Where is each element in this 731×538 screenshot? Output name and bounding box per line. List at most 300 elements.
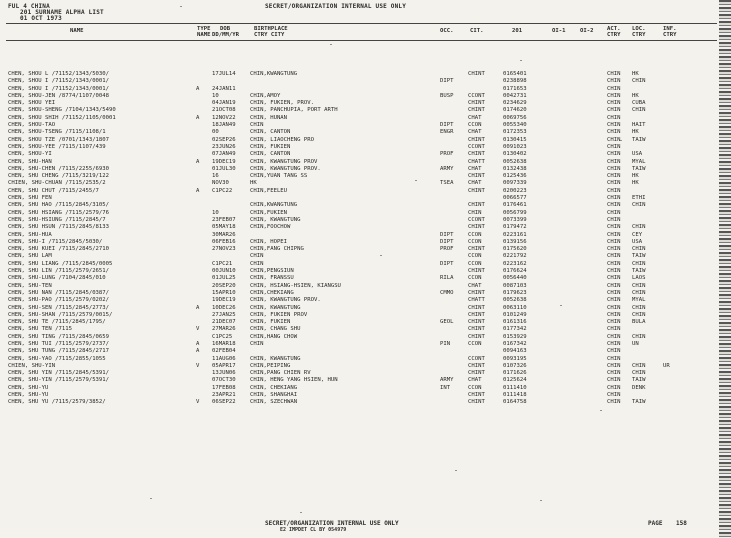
record-birthplace: HK bbox=[250, 180, 257, 187]
record-occupation: CMMO bbox=[440, 289, 454, 296]
record-citizenship: CHINT bbox=[468, 136, 485, 143]
record-citizenship: CCON bbox=[468, 238, 482, 245]
record-info-country: UR bbox=[663, 362, 670, 369]
record-201-number: 0052638 bbox=[503, 297, 527, 304]
record-birthplace: CHIN, FUKIEN PROV bbox=[250, 311, 308, 318]
record-location-country: UN bbox=[632, 340, 639, 347]
table-row bbox=[0, 115, 731, 122]
header-rule-top bbox=[6, 23, 717, 24]
table-row bbox=[0, 129, 731, 136]
table-row bbox=[0, 210, 731, 217]
classification-footer: SECRET/ORGANIZATION INTERNAL USE ONLY bbox=[265, 520, 399, 527]
col-dob-header-2: DD/MM/YR bbox=[212, 32, 239, 38]
record-citizenship: CCONT bbox=[468, 92, 485, 99]
record-citizenship: CHINT bbox=[468, 224, 485, 231]
header-rule-bottom bbox=[6, 40, 717, 41]
record-201-number: 0052638 bbox=[503, 158, 527, 165]
table-row bbox=[0, 224, 731, 231]
page-number: 158 bbox=[676, 520, 687, 527]
record-name: CHEN, SHU-YIN /7115/2579/5391/ bbox=[8, 377, 110, 384]
record-201-number: 0174620 bbox=[503, 107, 527, 114]
record-activity-country: CHIN bbox=[607, 399, 621, 406]
table-row bbox=[0, 78, 731, 85]
record-birthplace: CHIN, CANTON bbox=[250, 129, 291, 136]
table-row bbox=[0, 93, 731, 100]
record-birthplace: CHIN, HSIANG-HSIEN, KIANGSU bbox=[250, 282, 341, 289]
scan-speck bbox=[520, 60, 522, 61]
record-201-number: 0177342 bbox=[503, 326, 527, 333]
record-occupation: BUSP bbox=[440, 92, 454, 99]
record-201-number: 0111418 bbox=[503, 392, 527, 399]
record-birthplace: CHIN, KWANGTUNG PROV bbox=[250, 158, 318, 165]
record-location-country: DENK bbox=[632, 384, 646, 391]
record-birthplace: CHIN, SZECHWAN bbox=[250, 399, 298, 406]
record-citizenship: CCON bbox=[468, 260, 482, 267]
scan-speck bbox=[300, 512, 302, 513]
record-name: CHEN, SHOU I /71152/1343/0001/ bbox=[8, 85, 110, 92]
table-row bbox=[0, 399, 731, 406]
record-birthplace: CHIN bbox=[250, 253, 264, 260]
record-activity-country: CHIN bbox=[607, 143, 621, 150]
report-header-line2: 201 SURNAME ALPHA LIST bbox=[20, 9, 104, 16]
record-dob: C1PC25 bbox=[212, 333, 233, 340]
table-row bbox=[0, 253, 731, 260]
table-row bbox=[0, 290, 731, 297]
col-name-header: NAME bbox=[70, 28, 84, 34]
scan-speck bbox=[150, 498, 152, 499]
col-birthplace-header: BIRTHPLACE bbox=[254, 26, 288, 32]
record-dob: 10DEC26 bbox=[212, 304, 236, 311]
record-birthplace: CHIN, CHANG SHU bbox=[250, 326, 301, 333]
record-name: CHIEN, SHU-CHUAN /7115/2535/2 bbox=[8, 180, 106, 187]
col-birthplace-header-2: CTRY CITY bbox=[254, 32, 285, 38]
record-birthplace: CHIN, SHANGHAI bbox=[250, 392, 298, 399]
record-birthplace: CHIN, HUNAN bbox=[250, 114, 288, 121]
record-activity-country: CHIN bbox=[607, 129, 621, 136]
record-activity-country: CHIN bbox=[607, 282, 621, 289]
record-citizenship: CHINT bbox=[468, 311, 485, 318]
record-type: A bbox=[196, 187, 200, 194]
scan-speck bbox=[330, 44, 332, 45]
record-citizenship: CHAT bbox=[468, 114, 482, 121]
record-birthplace: CHIN, LIAOCHENG PRO bbox=[250, 136, 314, 143]
record-activity-country: CHIN bbox=[607, 114, 621, 121]
table-row bbox=[0, 173, 731, 180]
record-201-number: 0111410 bbox=[503, 384, 527, 391]
record-activity-country: CHIN bbox=[607, 209, 621, 216]
table-row bbox=[0, 275, 731, 282]
record-activity-country: CHIN bbox=[607, 216, 621, 223]
record-citizenship: CCON bbox=[468, 231, 482, 238]
record-201-number: 0153929 bbox=[503, 333, 527, 340]
table-row bbox=[0, 297, 731, 304]
record-name: CHEN, SHU HAO /7115/2845/3105/ bbox=[8, 202, 110, 209]
record-location-country: CHIN bbox=[632, 333, 646, 340]
record-name: CHEN, SHOU I /71152/1343/0001/ bbox=[8, 78, 110, 85]
table-row bbox=[0, 217, 731, 224]
record-citizenship: CHINT bbox=[468, 304, 485, 311]
record-201-number: 0093195 bbox=[503, 355, 527, 362]
record-activity-country: CHIN bbox=[607, 370, 621, 377]
record-dob: C1PC21 bbox=[212, 260, 233, 267]
record-dob: 16MAR18 bbox=[212, 340, 236, 347]
record-location-country: CHIN bbox=[632, 282, 646, 289]
record-occupation: DIPT bbox=[440, 231, 454, 238]
record-dob: 27JAN25 bbox=[212, 311, 236, 318]
record-birthplace: CHIN, HENG YANG HSIEN, HUN bbox=[250, 377, 338, 384]
record-201-number: 0101249 bbox=[503, 311, 527, 318]
record-location-country: TAIW bbox=[632, 253, 646, 260]
scan-speck bbox=[415, 180, 417, 181]
record-dob: 23FEB07 bbox=[212, 216, 236, 223]
record-name: CHEN, SHOU-TSENG /7115/1108/1 bbox=[8, 129, 106, 136]
record-occupation: DIPT bbox=[440, 122, 454, 129]
record-dob: NOV30 bbox=[212, 180, 229, 187]
record-occupation: TSEA bbox=[440, 180, 454, 187]
table-row bbox=[0, 283, 731, 290]
record-201-number: 0091023 bbox=[503, 143, 527, 150]
record-location-country: HK bbox=[632, 129, 639, 136]
record-citizenship: CHIN bbox=[468, 209, 482, 216]
record-location-country: CEY bbox=[632, 231, 643, 238]
record-dob: 06FEB16 bbox=[212, 238, 236, 245]
record-citizenship: CCON bbox=[468, 253, 482, 260]
table-row bbox=[0, 392, 731, 399]
record-name: CHIEN, SHU-YIN bbox=[8, 362, 56, 369]
record-location-country: CHIN bbox=[632, 224, 646, 231]
record-citizenship: CHATT bbox=[468, 158, 485, 165]
record-dob: 01JUL25 bbox=[212, 275, 236, 282]
record-list bbox=[0, 71, 731, 407]
record-citizenship: CCON bbox=[468, 122, 482, 129]
col-loc-header-2: CTRY bbox=[632, 32, 646, 38]
record-dob: 10 bbox=[212, 209, 219, 216]
record-dob: 18JAN49 bbox=[212, 122, 236, 129]
record-location-country: ETHI bbox=[632, 195, 646, 202]
record-birthplace: CHIN, FRANSSU bbox=[250, 275, 294, 282]
record-name: CHEN, SHU-HAN bbox=[8, 158, 52, 165]
record-activity-country: CHIN bbox=[607, 165, 621, 172]
record-location-country: CHIN bbox=[632, 289, 646, 296]
record-citizenship: CHINT bbox=[468, 326, 485, 333]
record-type: A bbox=[196, 340, 200, 347]
record-name: CHEN, SHU-SHAN /7115/2579/0015/ bbox=[8, 311, 113, 318]
record-dob: 00JUN10 bbox=[212, 268, 236, 275]
scan-speck bbox=[560, 305, 562, 306]
record-201-number: 0130402 bbox=[503, 151, 527, 158]
record-activity-country: CHIN bbox=[607, 340, 621, 347]
record-citizenship: CHINT bbox=[468, 370, 485, 377]
table-row bbox=[0, 122, 731, 129]
record-activity-country: CHIN bbox=[607, 253, 621, 260]
table-row bbox=[0, 268, 731, 275]
record-location-country: USA bbox=[632, 238, 643, 245]
table-row bbox=[0, 363, 731, 370]
record-name: CHEN, SHU TE /7115/2845/1795/ bbox=[8, 319, 106, 326]
record-201-number: 0132438 bbox=[503, 165, 527, 172]
record-occupation: ARMY bbox=[440, 165, 454, 172]
table-row bbox=[0, 202, 731, 209]
record-citizenship: CHINT bbox=[468, 399, 485, 406]
record-citizenship: CHINT bbox=[468, 71, 485, 77]
table-row bbox=[0, 319, 731, 326]
record-dob: 30MAR26 bbox=[212, 231, 236, 238]
record-type: A bbox=[196, 348, 200, 355]
record-location-country: CHIN bbox=[632, 246, 646, 253]
record-birthplace: CHIN,CHEKIANG bbox=[250, 289, 294, 296]
col-type-header-2: NAME bbox=[197, 32, 211, 38]
record-activity-country: CHIN bbox=[607, 362, 621, 369]
table-row bbox=[0, 107, 731, 114]
record-activity-country: CHIN bbox=[607, 377, 621, 384]
record-201-number: 0042731 bbox=[503, 92, 527, 99]
table-row bbox=[0, 239, 731, 246]
record-201-number: 0200223 bbox=[503, 187, 527, 194]
record-dob: 16 bbox=[212, 173, 219, 180]
col-oi2-header: OI-2 bbox=[580, 28, 594, 34]
record-201-number: 0164758 bbox=[503, 399, 527, 406]
record-name: CHEN, SHU-YAO /7115/2855/1055 bbox=[8, 355, 106, 362]
record-activity-country: CHIN bbox=[607, 92, 621, 99]
record-citizenship: CHINT bbox=[468, 151, 485, 158]
record-activity-country: CHIN bbox=[607, 195, 621, 202]
record-type: A bbox=[196, 85, 200, 92]
record-dob: 17JUL14 bbox=[212, 71, 236, 77]
table-row bbox=[0, 151, 731, 158]
record-citizenship: CHINT bbox=[468, 173, 485, 180]
record-name: CHEN, SHU TEN /7115 bbox=[8, 326, 72, 333]
record-occupation: DIPT bbox=[440, 78, 454, 85]
record-birthplace: CHIN, KWANGTUNG bbox=[250, 304, 301, 311]
record-birthplace: CHIN,FANG CHIPNG bbox=[250, 246, 304, 253]
record-type: A bbox=[196, 114, 200, 121]
record-201-number: 0073399 bbox=[503, 216, 527, 223]
record-location-country: MYAL bbox=[632, 158, 646, 165]
record-activity-country: CHIN bbox=[607, 107, 621, 114]
record-activity-country: CHIN bbox=[607, 246, 621, 253]
record-birthplace: CHIN,PENGSIUN bbox=[250, 268, 294, 275]
record-location-country: TAIW bbox=[632, 165, 646, 172]
record-location-country: CUBA bbox=[632, 100, 646, 107]
record-occupation: DIPT bbox=[440, 238, 454, 245]
record-occupation: ENGR bbox=[440, 129, 454, 136]
record-name: CHEN, SHOU L /71152/1343/5030/ bbox=[8, 71, 110, 77]
record-citizenship: CHINT bbox=[468, 202, 485, 209]
table-row bbox=[0, 261, 731, 268]
record-201-number: 0161316 bbox=[503, 319, 527, 326]
record-citizenship: CCON bbox=[468, 275, 482, 282]
col-act-header: ACT. bbox=[607, 26, 621, 32]
record-type: A bbox=[196, 304, 200, 311]
record-location-country: CHIN bbox=[632, 362, 646, 369]
record-birthplace: CHIN, CHEKIANG bbox=[250, 384, 298, 391]
record-activity-country: CHIN bbox=[607, 311, 621, 318]
record-citizenship: CHINT bbox=[468, 100, 485, 107]
record-location-country: USA bbox=[632, 151, 643, 158]
record-location-country: CHIN bbox=[632, 304, 646, 311]
col-201-header: 201 bbox=[512, 28, 523, 34]
record-birthplace: CHIN,HANG CHOW bbox=[250, 333, 298, 340]
table-row bbox=[0, 71, 731, 78]
table-row bbox=[0, 246, 731, 253]
record-activity-country: CHIN bbox=[607, 151, 621, 158]
table-row bbox=[0, 385, 731, 392]
report-header-date: 01 OCT 1973 bbox=[20, 15, 62, 22]
record-birthplace: CHIN,FOOCHOW bbox=[250, 224, 291, 231]
record-name: CHEN, SHOU YEI bbox=[8, 100, 56, 107]
scan-speck bbox=[455, 470, 457, 471]
record-activity-country: CHIN bbox=[607, 158, 621, 165]
record-citizenship: CHAT bbox=[468, 377, 482, 384]
record-201-number: 0066577 bbox=[503, 195, 527, 202]
table-row bbox=[0, 86, 731, 93]
record-activity-country: CHIN bbox=[607, 238, 621, 245]
record-201-number: 0165401 bbox=[503, 71, 527, 77]
record-name: CHEN, SHU-PAO /7115/2579/0202/ bbox=[8, 297, 110, 304]
record-activity-country: CHIN bbox=[607, 319, 621, 326]
record-activity-country: CHIN bbox=[607, 275, 621, 282]
record-201-number: 0171653 bbox=[503, 85, 527, 92]
record-location-country: CHIN bbox=[632, 260, 646, 267]
record-activity-country: CHIN bbox=[607, 71, 621, 77]
record-activity-country: CHIN bbox=[607, 187, 621, 194]
record-activity-country: CHIN bbox=[607, 348, 621, 355]
record-name: CHEN, SHU-TEN bbox=[8, 282, 52, 289]
record-activity-country: CHIN bbox=[607, 202, 621, 209]
record-occupation: PROF bbox=[440, 151, 454, 158]
record-birthplace: CHIN,AMOY bbox=[250, 92, 281, 99]
record-name: CHEN, SHU-I /7115/2845/5030/ bbox=[8, 238, 103, 245]
record-citizenship: CCON bbox=[468, 384, 482, 391]
record-location-country: CHIN bbox=[632, 107, 646, 114]
record-occupation: PIN bbox=[440, 340, 451, 347]
record-birthplace: CHIN, FUKIEN bbox=[250, 319, 291, 326]
record-201-number: 0167342 bbox=[503, 340, 527, 347]
record-activity-country: CHIN bbox=[607, 100, 621, 107]
record-location-country: TAIW bbox=[632, 268, 646, 275]
record-dob: 21OCT08 bbox=[212, 107, 236, 114]
record-birthplace: CHIN,KWANGTUNG bbox=[250, 202, 298, 209]
record-birthplace: CHIN, KWANGTUNG bbox=[250, 355, 301, 362]
record-occupation: GEOL bbox=[440, 319, 454, 326]
page-label: PAGE bbox=[648, 520, 663, 527]
record-dob: 19DEC19 bbox=[212, 297, 236, 304]
record-citizenship: CHINT bbox=[468, 187, 485, 194]
record-name: CHEN, SHOU-YI bbox=[8, 151, 52, 158]
record-201-number: 0097339 bbox=[503, 180, 527, 187]
record-dob: 02SEP26 bbox=[212, 136, 236, 143]
record-201-number: 0234629 bbox=[503, 100, 527, 107]
scan-speck bbox=[540, 500, 542, 501]
record-citizenship: CHAT bbox=[468, 180, 482, 187]
record-citizenship: CCONT bbox=[468, 216, 485, 223]
table-row bbox=[0, 377, 731, 384]
record-dob: 21DEC07 bbox=[212, 319, 236, 326]
record-activity-country: CHIN bbox=[607, 304, 621, 311]
scan-speck bbox=[180, 6, 182, 7]
scan-speck bbox=[620, 140, 622, 141]
record-citizenship: CHINT bbox=[468, 319, 485, 326]
record-201-number: 0179623 bbox=[503, 289, 527, 296]
record-name: CHEN, SHU HSIANG /7115/2579/76 bbox=[8, 209, 110, 216]
record-location-country: HK bbox=[632, 180, 639, 187]
record-birthplace: CHIN bbox=[250, 340, 264, 347]
record-name: CHEN, SHU KUEI /7115/2845/2710 bbox=[8, 246, 110, 253]
record-name: CHEN, SHU-YU bbox=[8, 384, 49, 391]
record-activity-country: CHIN bbox=[607, 384, 621, 391]
record-activity-country: CHIN bbox=[607, 355, 621, 362]
col-cit-header: CIT. bbox=[470, 28, 484, 34]
record-name: CHEN, SHU YIN /7115/2845/5391/ bbox=[8, 370, 110, 377]
record-name: CHEN, SHU LIN /7115/2579/2651/ bbox=[8, 268, 110, 275]
record-activity-country: CHIN bbox=[607, 297, 621, 304]
record-activity-country: CHIN bbox=[607, 231, 621, 238]
table-row bbox=[0, 195, 731, 202]
record-location-country: HAIT bbox=[632, 122, 646, 129]
record-location-country: MYAL bbox=[632, 297, 646, 304]
table-row bbox=[0, 180, 731, 187]
record-location-country: TAIW bbox=[632, 399, 646, 406]
record-activity-country: CHIN bbox=[607, 326, 621, 333]
record-occupation: PROF bbox=[440, 246, 454, 253]
record-dob: 10 bbox=[212, 92, 219, 99]
record-location-country: TAIW bbox=[632, 377, 646, 384]
table-row bbox=[0, 144, 731, 151]
record-201-number: 0176461 bbox=[503, 202, 527, 209]
record-201-number: 0221792 bbox=[503, 253, 527, 260]
record-dob: 27NOV23 bbox=[212, 246, 236, 253]
record-name: CHEN, SHOU TZE /0701/1343/1807 bbox=[8, 136, 110, 143]
record-birthplace: CHIN,YUAN TANG SS bbox=[250, 173, 308, 180]
record-type: V bbox=[196, 399, 200, 406]
record-citizenship: CCONT bbox=[468, 143, 485, 150]
record-dob: 07JAN49 bbox=[212, 151, 236, 158]
record-201-number: 0125436 bbox=[503, 173, 527, 180]
table-row bbox=[0, 312, 731, 319]
record-location-country: BULA bbox=[632, 319, 646, 326]
col-loc-header: LOC. bbox=[632, 26, 646, 32]
record-dob: 20SEP20 bbox=[212, 282, 236, 289]
record-activity-country: CHIN bbox=[607, 268, 621, 275]
record-occupation: ARMY bbox=[440, 377, 454, 384]
record-name: CHEN, SHU-YU bbox=[8, 392, 49, 399]
record-activity-country: CHIN bbox=[607, 173, 621, 180]
record-201-number: 0125624 bbox=[503, 377, 527, 384]
table-row bbox=[0, 232, 731, 239]
scanned-page-edge bbox=[719, 0, 731, 538]
record-name: CHEN, SHU TUI /7115/2579/2737/ bbox=[8, 340, 110, 347]
record-dob: 05MAY18 bbox=[212, 224, 236, 231]
col-type-header: TYPE bbox=[197, 26, 211, 32]
col-dob-header: DOB bbox=[220, 26, 231, 32]
record-201-number: 0094163 bbox=[503, 348, 527, 355]
record-dob: 07OCT30 bbox=[212, 377, 236, 384]
table-row bbox=[0, 341, 731, 348]
table-row bbox=[0, 100, 731, 107]
classification-footer-sub: E2 IMPDET CL BY 054979 bbox=[280, 527, 347, 533]
record-dob: C1PC22 bbox=[212, 187, 233, 194]
col-inf-header-2: CTRY bbox=[663, 32, 677, 38]
record-birthplace: CHIN, FUKIEN, PROV. bbox=[250, 100, 314, 107]
record-citizenship: CHINT bbox=[468, 289, 485, 296]
record-occupation: DIPT bbox=[440, 260, 454, 267]
record-citizenship: CHINT bbox=[468, 362, 485, 369]
record-birthplace: CHIN, KWANGTUNG PROV. bbox=[250, 297, 321, 304]
record-citizenship: CCON bbox=[468, 340, 482, 347]
record-201-number: 0171626 bbox=[503, 370, 527, 377]
record-citizenship: CHINT bbox=[468, 392, 485, 399]
record-birthplace: CHIN, FUKIEN bbox=[250, 143, 291, 150]
